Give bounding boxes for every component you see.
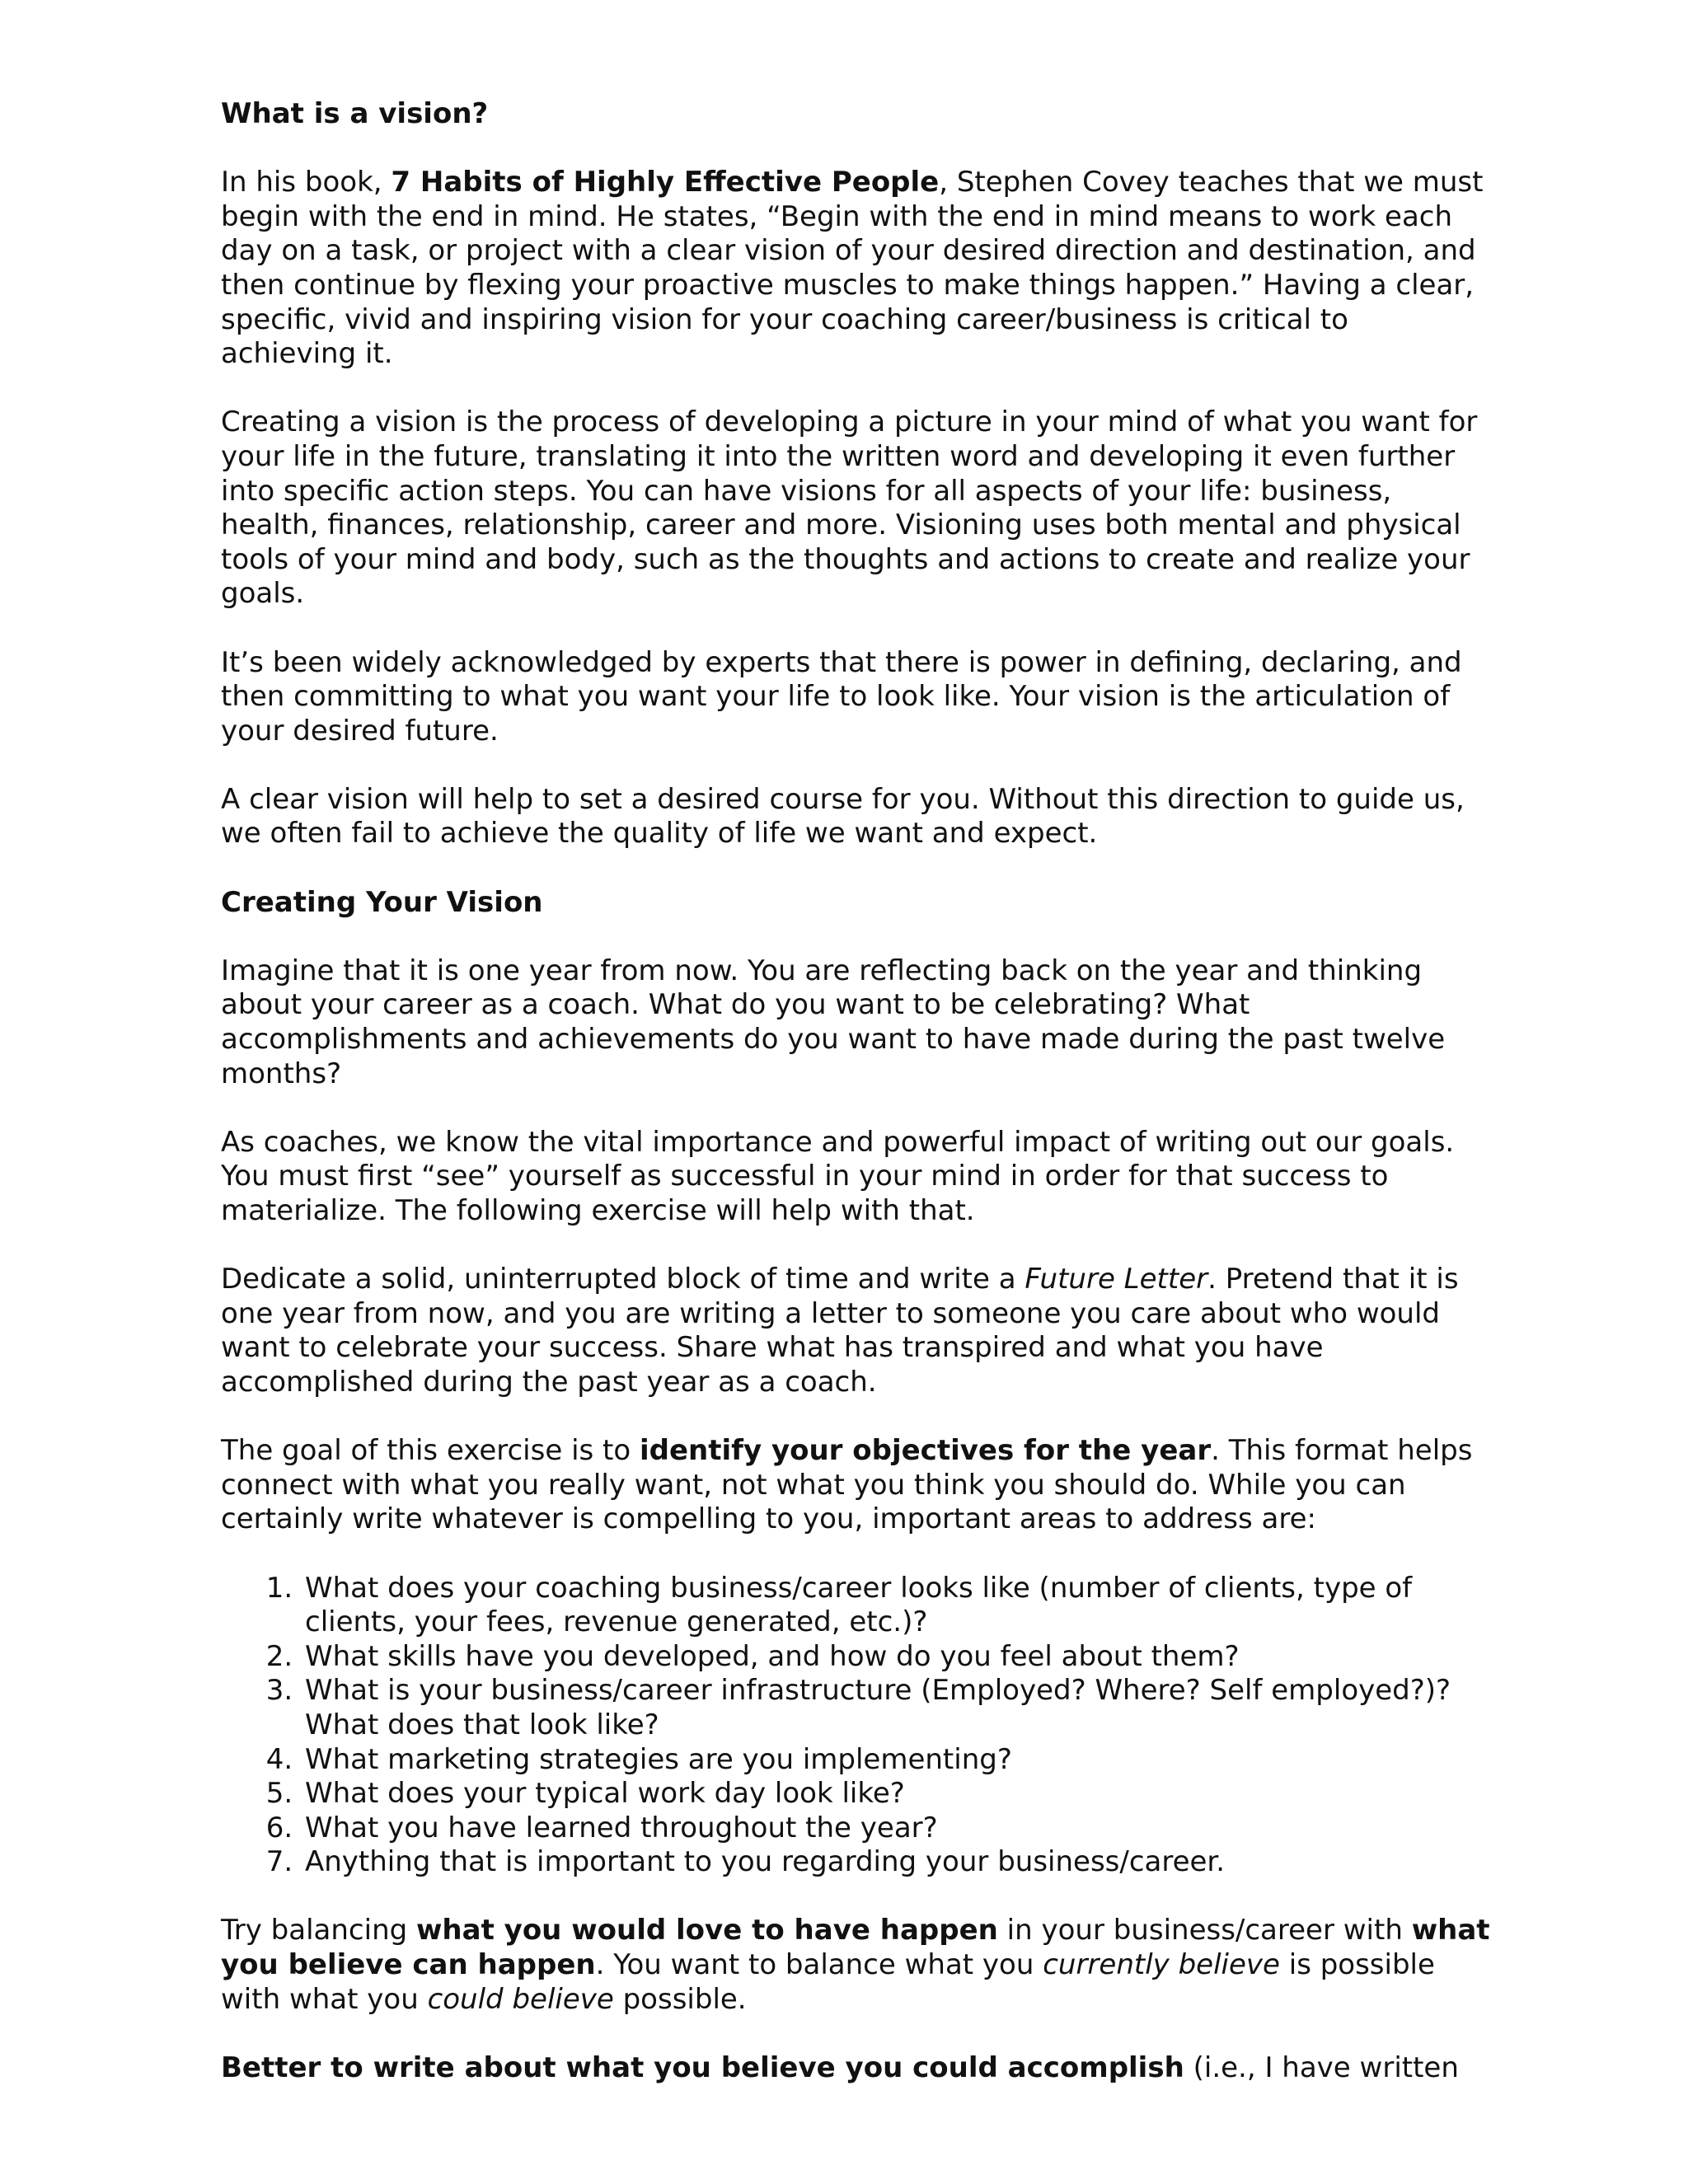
paragraph-text: The goal of this exercise is to bbox=[221, 1434, 640, 1468]
paragraph-text: . This format helps connect with what you really want, not what you think you should do. While you can certainly write whatever is compelling to you, important areas to address are: bbox=[221, 1434, 1473, 1536]
paragraph-power-of-defining: It’s been widely acknowledged by experts that there is power in defining, declaring, and then committing to what you want your life to look like. Your vision is the articulation of your desired future. bbox=[221, 645, 1462, 748]
emphasis-believe-can-happen: what you believe can happen bbox=[221, 1914, 1490, 1982]
paragraph-future-letter bbox=[221, 1263, 1490, 1399]
list-item: 3. What is your business/career infrastructure (Employed? Where? Self employed?)? What does that look like? bbox=[302, 1674, 1490, 1742]
paragraph-text: . You want to balance what you bbox=[595, 1948, 1043, 1982]
paragraph-imagine-one-year: Imagine that it is one year from now. You are reflecting back on the year and thinking about your career as a coach. What do you want to be celebrating? What accomplishments and achievements do you want to have made during the past twelve months? bbox=[221, 954, 1446, 1090]
paragraph-text: . Pretend that it is one year from now, and you are writing a letter to someone you care about who would want to celebrate your success. Share what has transpired and what you have accomplished during the past year as a coach. bbox=[221, 1263, 1459, 1399]
paragraph-text: Dedicate a solid, uninterrupted block of time and write a bbox=[221, 1263, 1025, 1296]
list-item: 1. What does your coaching business/career looks like (number of clients, type of clients, your fees, revenue generated, etc.)? bbox=[302, 1572, 1490, 1640]
paragraph-text: possible. bbox=[613, 1982, 747, 2016]
paragraph-clear-vision: A clear vision will help to set a desired course for you. Without this direction to guide us, we often fail to achieve the quality of life we want and expect. bbox=[221, 782, 1465, 851]
paragraph-text: in your business/career with bbox=[997, 1914, 1412, 1947]
paragraph-covey-quote bbox=[221, 166, 1490, 372]
list-item: 2. What skills have you developed, and how do you feel about them? bbox=[302, 1640, 1490, 1675]
emphasis-currently-believe: currently believe bbox=[1043, 1948, 1280, 1982]
emphasis-could-believe: could believe bbox=[427, 1982, 614, 2016]
paragraph-text: , Stephen Covey teaches that we must begin with the end in mind. He states, “Begin with the end in mind means to work each day on a task, or project with a clear vision of your desired direction and destination, and then continue by flexing your proactive muscles to make things happen.” Having a clear, specific, vivid and inspiring vision for your coaching career/business is critical to achieving it. bbox=[221, 166, 1484, 371]
document-page bbox=[221, 97, 1490, 2120]
paragraph-try-balancing bbox=[221, 1914, 1490, 2017]
paragraph-creating-vision-process: Creating a vision is the process of developing a picture in your mind of what you want for your life in the future, translating it into the written word and developing it even further into specific action steps. You can have visions for all aspects of your life: business, health, finances, relationship, career and more. Visioning uses both mental and physical tools of your mind and body, such as the thoughts and actions to create and realize your goals. bbox=[221, 405, 1478, 611]
emphasis-objectives: identify your objectives for the year bbox=[639, 1434, 1212, 1468]
book-title: 7 Habits of Highly Effective People bbox=[391, 166, 940, 199]
paragraph-text: In his book, bbox=[221, 166, 392, 199]
list-item: 7. Anything that is important to you regarding your business/career. bbox=[302, 1845, 1490, 1880]
emphasis-love-to-happen: what you would love to have happen bbox=[416, 1914, 998, 1947]
paragraph-goal-of-exercise bbox=[221, 1434, 1490, 1537]
future-letter-term: Future Letter bbox=[1025, 1263, 1208, 1296]
list-item: 6. What you have learned throughout the year? bbox=[302, 1811, 1490, 1846]
paragraph-as-coaches: As coaches, we know the vital importance and powerful impact of writing out our goals. You must first “see” yourself as successful in your mind in order for that success to materialize. The following exercise will help with that. bbox=[221, 1125, 1455, 1227]
emphasis-better-to-write: Better to write about what you believe you could accomplish bbox=[221, 2050, 1184, 2084]
list-item: 5. What does your typical work day look like? bbox=[302, 1777, 1490, 1811]
paragraph-text: Try balancing bbox=[221, 1914, 417, 1947]
paragraph-text: is possible with what you bbox=[221, 1948, 1435, 2016]
paragraph-better-to-write bbox=[221, 2051, 1490, 2086]
heading-creating-your-vision: Creating Your Vision bbox=[221, 885, 543, 919]
areas-to-address-list bbox=[221, 1572, 1490, 1880]
list-item: 4. What marketing strategies are you implementing? bbox=[302, 1743, 1490, 1778]
paragraph-text: (i.e., I have written bbox=[1184, 2050, 1459, 2084]
heading-what-is-a-vision: What is a vision? bbox=[221, 97, 489, 130]
